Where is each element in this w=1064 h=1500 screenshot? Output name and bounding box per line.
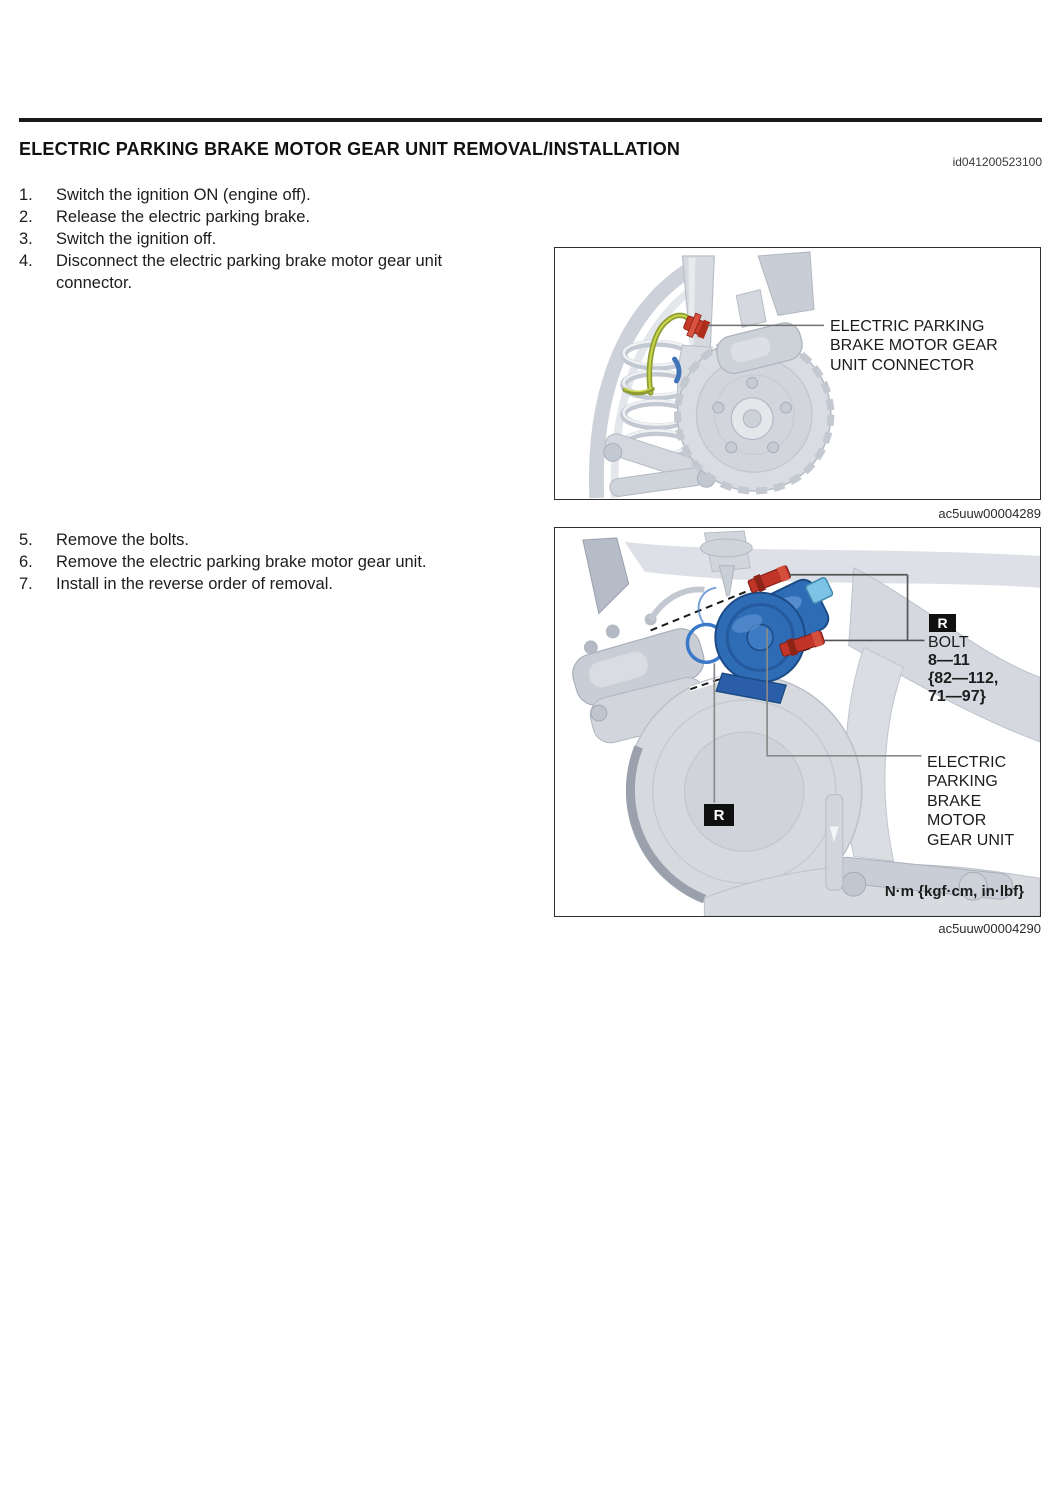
- procedure-steps-2: [19, 529, 539, 595]
- torque-line: 71—97}: [928, 688, 986, 705]
- figure1-caption: ac5uuw00004289: [938, 506, 1041, 521]
- step-number: 5.: [19, 531, 33, 549]
- section-divider: [19, 118, 1042, 122]
- fender-panel: [758, 252, 814, 315]
- procedure-step: [19, 529, 539, 551]
- callout-line: BRAKE MOTOR GEAR: [830, 337, 998, 355]
- step-text: Release the electric parking brake.: [56, 208, 311, 226]
- figure1-panel: [554, 247, 1041, 500]
- reuse-symbol-badge: R: [704, 804, 734, 826]
- callout-line: BRAKE: [927, 792, 982, 810]
- procedure-step: [19, 551, 539, 573]
- step-number: 1.: [19, 186, 33, 204]
- callout-line: MOTOR: [927, 812, 987, 830]
- figure2-caption: ac5uuw00004290: [938, 921, 1041, 936]
- page-title: ELECTRIC PARKING BRAKE MOTOR GEAR UNIT REMOVAL/INSTALLATION: [19, 139, 681, 159]
- torque-line: 8—11: [928, 652, 970, 669]
- bolt-callout-label: BOLT: [928, 634, 969, 651]
- callout-line: GEAR UNIT: [927, 831, 1015, 849]
- fender-wedge: [583, 538, 629, 614]
- step-number: 3.: [19, 230, 33, 248]
- procedure-step: [19, 184, 489, 206]
- reuse-symbol-badge: R: [929, 614, 956, 632]
- procedure-step: [19, 250, 489, 294]
- step-number: 7.: [19, 575, 33, 593]
- bolt-torque-spec: [928, 652, 998, 706]
- step-number: 6.: [19, 553, 33, 571]
- figure2-unit-callout: [927, 753, 1014, 850]
- step-text: Switch the ignition ON (engine off).: [56, 186, 311, 204]
- doc-id: id041200523100: [952, 155, 1042, 169]
- fender-bracket: [736, 290, 766, 328]
- procedure-steps-1: [19, 184, 489, 294]
- torque-line: {82—112,: [928, 670, 999, 687]
- torque-units-note: N·m {kgf·cm, in·lbf}: [884, 883, 1024, 900]
- step-text: Install in the reverse order of removal.: [56, 575, 333, 593]
- procedure-step: [19, 573, 539, 595]
- callout-line: ELECTRIC: [927, 754, 1007, 771]
- step-number: 4.: [19, 252, 33, 270]
- procedure-step: [19, 228, 489, 250]
- step-text: Disconnect the electric parking brake motor gear unit connector.: [56, 252, 443, 292]
- step-text: Remove the electric parking brake motor gear unit.: [56, 553, 427, 571]
- procedure-step: [19, 206, 489, 228]
- shock-rod: [826, 795, 843, 891]
- figure2-panel: [554, 527, 1041, 917]
- step-text: Remove the bolts.: [56, 531, 189, 549]
- figure2-illustration: [555, 528, 1040, 916]
- step-number: 2.: [19, 208, 33, 226]
- figure1-callout: [830, 317, 998, 375]
- callout-line: PARKING: [927, 773, 998, 791]
- step-text: Switch the ignition off.: [56, 230, 217, 248]
- callout-line: UNIT CONNECTOR: [830, 356, 975, 374]
- callout-line: ELECTRIC PARKING: [830, 318, 985, 335]
